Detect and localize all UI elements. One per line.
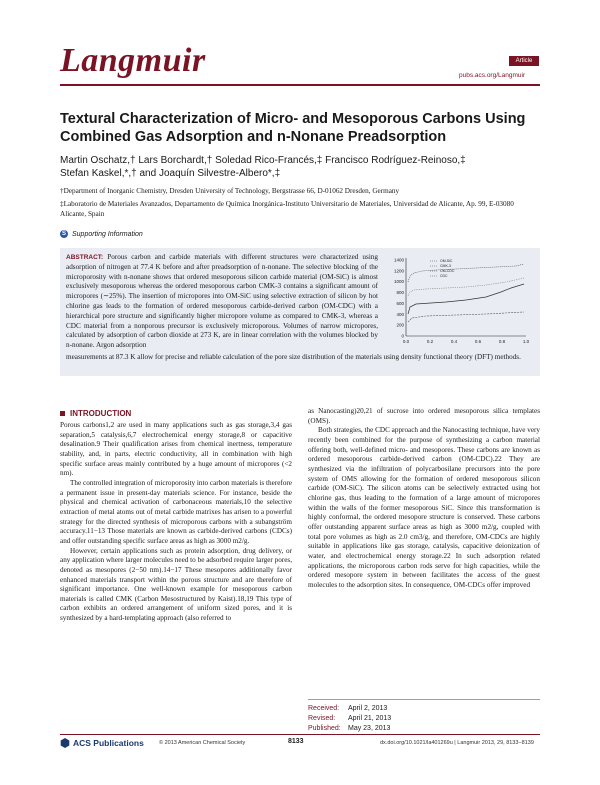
journal-url-link[interactable]: pubs.acs.org/Langmuir: [459, 72, 526, 79]
toc-x-tick-label: 0.2: [426, 339, 434, 344]
date-published-label: Published:: [308, 725, 341, 732]
toc-x-tick-label: 0.6: [474, 339, 482, 344]
toc-y-tick-label: 1200: [393, 268, 404, 274]
toc-graphic-isotherm: [386, 252, 536, 348]
author-line-1: Martin Oschatz,† Lars Borchardt,† Soledad Rico-Francés,‡ Francisco Rodríguez-Reinoso,‡: [60, 155, 466, 166]
intro-paragraph-3: However, certain applications such as protein adsorption, drug delivery, or any application where larger molecules need to be adsorbed require larger pores, denoted as mesopores (2−50 nm).14−17 These mesopores additionally favor enhanced materials transport within the porous structure and are therefore of significant importance. One well-known example for mesoporous carbon materials is called CMK (Carbon Mesostructured by Kaist).18,19 This type of carbon exhibits an ordered arrangement of uniform sized pores, and it is synthesized by a hard-templating approach (also referred to: [60, 546, 292, 623]
toc-legend-entry: OM-SiC: [440, 259, 453, 263]
toc-legend-entry: CDC: [440, 274, 448, 278]
acs-hexagon-icon: [60, 738, 70, 748]
toc-y-tick-label: 800: [396, 290, 404, 296]
toc-legend-entry: CMK-3: [440, 264, 451, 268]
toc-legend-entry: OM-CDC: [440, 269, 455, 273]
toc-x-tick-label: 0.4: [450, 339, 458, 344]
header-divider: [60, 84, 540, 86]
intro-paragraph-2: The controlled integration of microporosity into carbon materials is therefore a permanent issue in present-day materials science. For instance, beside the physical and chemical activation of carbonaceous materials,10 the selective extraction of metal atoms out of metal carbide matrixes has arisen to a powerful strategy for the directed synthesis of microporous carbons with a subangström accuracy.11−13 Those materials are known as carbide-derived carbons (CDCs) and offer outstanding specific surface areas as high as 3000 m2/g.: [60, 478, 292, 545]
top-margin: [0, 0, 600, 14]
supporting-info-label: Supporting Information: [72, 230, 143, 238]
date-received-value: April 2, 2013: [348, 705, 388, 712]
date-revised-value: April 21, 2013: [348, 715, 392, 722]
toc-y-tick-label: 600: [396, 300, 404, 306]
footer-divider: [60, 734, 540, 735]
article-type-badge: Article: [509, 56, 539, 66]
acs-publications-label: ACS Publications: [73, 738, 144, 748]
page-number: 8133: [288, 738, 304, 745]
toc-y-tick-label: 400: [396, 311, 404, 317]
section-bullet-icon: [60, 411, 65, 416]
toc-y-tick-label: 200: [396, 322, 404, 328]
date-published-value: May 23, 2013: [348, 725, 391, 732]
toc-y-tick-label: 1000: [393, 279, 404, 285]
toc-x-tick-label: 1.0: [522, 339, 530, 344]
toc-graphic-bg: [386, 252, 536, 348]
abstract-body: Porous carbon and carbide materials with different structures were characterized using adsorption of nitrogen at 77.4 K before and after preadsorption of n-nonane. The selective blocking of the microporosity with n-nonane shows that ordered mesoporous silicon carbide material (OM-SiC) is almost exclusively mesoporous whereas the ordered mesoporous carbon CMK-3 contains a significant amount of micropores (∼25%). The insertion of micropores into OM-SiC using selective extraction of silicon by hot chlorine gas leads to the formation of ordered mesoporous carbide-derived carbon (OM-CDC) with a hierarchical pore structure and significantly higher micropore volume as compared to CMK-3, whereas a CDC material from a nonporous precursor is exclusively microporous. Volumes of narrow micropores, calculated by adsorption of carbon dioxide at 273 K, are in linear correlation with the volumes blocked by n-nonane. Argon adsorption: [66, 253, 378, 350]
abstract-tail: measurements at 87.3 K allow for precise and reliable calculation of the pore size distribution of the materials using density functional theory (DFT) methods.: [66, 353, 521, 361]
date-published: [308, 724, 540, 734]
intro-continuation: as Nanocasting)20,21 of sucrose into ordered mesoporous silica templates (OMS).: [308, 407, 540, 425]
author-list: [60, 154, 540, 180]
intro-left-column: [60, 421, 292, 624]
supporting-info-icon: S: [61, 231, 66, 237]
publication-dates: [308, 699, 540, 734]
intro-paragraph-4: Both strategies, the CDC approach and the Nanocasting technique, have very recently been combined for the purpose of synthesizing a carbon material offering both, well-defined micro- and mesopores. These carbons are known as ordered mesoporous carbide-derived carbon (OM-CDC).22 They are synthesized via the infiltration of polycarbosilane precursors into the pore system of OMS allowing for the formation of ordered mesoporous silicon carbide (OM-SiC). The silicon atoms can be selectively extracted using hot chlorine gas, thus leading to the formation of a large amount of micropores within the walls of the former mesoporous SiC. Since this transformation is highly conformal, the ordered mesopore structure is conserved. These carbons offer outstanding apparent surface areas as high as 3000 m2/g, coupled with total pore volumes as high as 2.0 cm3/g, and therefore, OM-CDCs are highly suitable in applications like gas storage, catalysis, capacitive deionization of water, and electrochemical energy storage.22 In such adsorption related applications, the microporous carbon rods serve for high capacities, while the ordered mesopore system in between facilitates the access of the guest molecules to the adsorption sites. In consequence, OM-CDCs offer improved: [308, 426, 540, 589]
date-revised: [308, 714, 540, 724]
intro-right-column: [308, 407, 540, 590]
doi-citation-link[interactable]: dx.doi.org/10.1021/la401269u | Langmuir 2013, 29, 8133−8139: [380, 740, 534, 746]
toc-x-tick-label: 0.8: [498, 339, 506, 344]
journal-logo: Langmuir: [60, 42, 206, 79]
copyright-notice: © 2013 American Chemical Society: [159, 740, 246, 746]
acs-publications-logo[interactable]: [60, 738, 144, 748]
intro-paragraph-1: Porous carbons1,2 are used in many applications such as gas storage,3,4 gas separation,5 catalysis,6,7 electrochemical energy storage,8 or capacitive desalination.9 Their qualification arises from chemical inertness, temperature stability, and, in parts, electric conductivity, all in combination with high specific surface areas mainly contributed by a huge amount of micropores (<2 nm).: [60, 421, 292, 478]
date-revised-label: Revised:: [308, 715, 336, 722]
supporting-information-link[interactable]: [60, 230, 143, 238]
abstract-text: [66, 253, 378, 351]
toc-x-tick-label: 0.0: [402, 339, 410, 344]
author-line-2: Stefan Kaskel,*,† and Joaquín Silvestre-Albero*,‡: [60, 168, 281, 179]
paper-title: Textural Characterization of Micro- and Mesoporous Carbons Using Combined Gas Adsorption and n-Nonane Preadsorption: [60, 111, 526, 145]
toc-y-tick-label: 0: [401, 333, 404, 339]
section-heading-label: INTRODUCTION: [70, 409, 132, 418]
abstract-lead: ABSTRACT:: [66, 254, 104, 261]
section-heading-introduction: [60, 409, 131, 418]
date-received: [308, 704, 540, 714]
toc-y-tick-label: 1400: [393, 257, 404, 263]
affiliation-dresden: †Department of Inorganic Chemistry, Dresden University of Technology, Bergstrasse 66, D-01062 Dresden, Germany: [60, 187, 400, 195]
date-received-label: Received:: [308, 705, 340, 712]
affiliation-alicante: ‡Laboratorio de Materiales Avanzados, Departamento de Química Inorgánica-Instituto Universitario de Materiales, Universidad de Alicante, Ap. 99, E-03080 Alicante, Spain: [60, 200, 514, 218]
